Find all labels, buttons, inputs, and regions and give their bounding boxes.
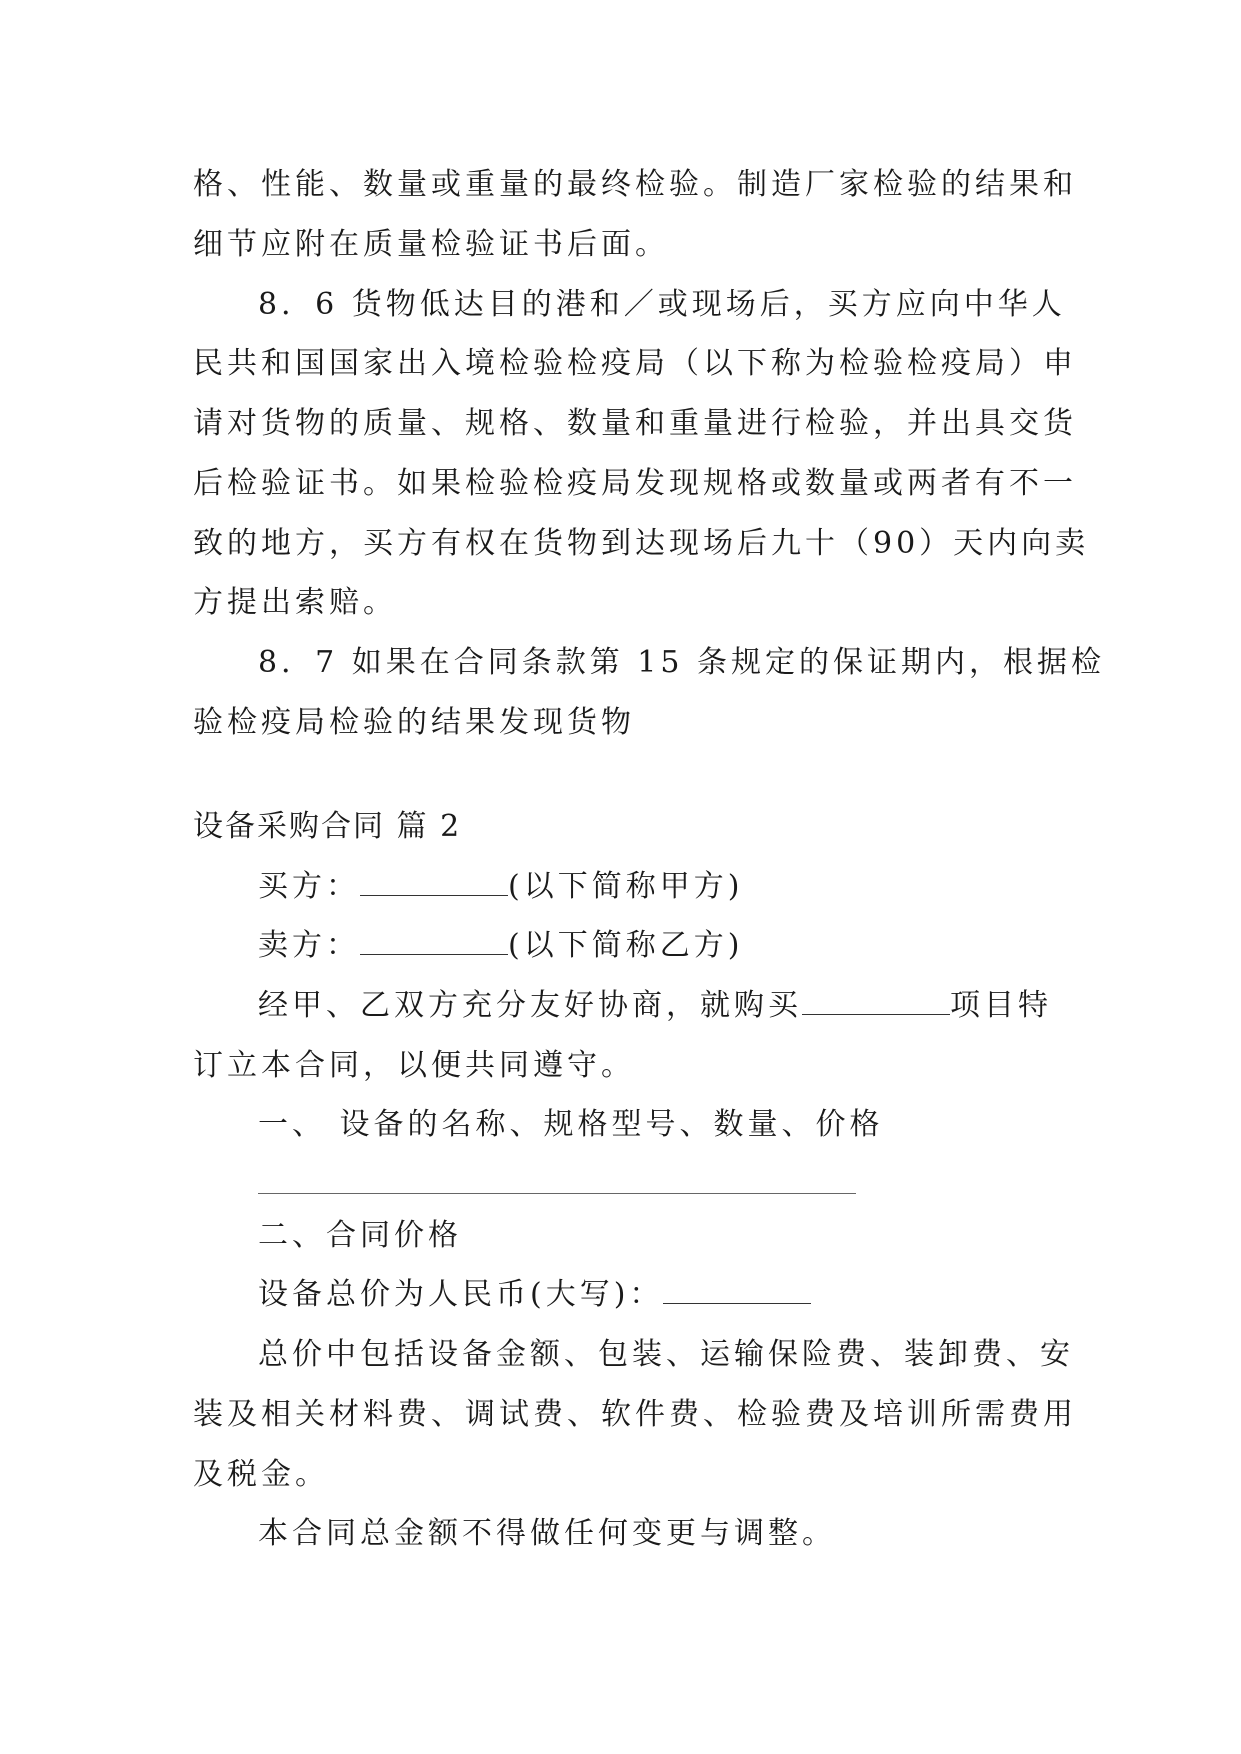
no-change-line: 本合同总金额不得做任何变更与调整。	[258, 1516, 836, 1551]
total-price-line	[258, 1275, 811, 1315]
item2-heading: 二、合同价格	[258, 1218, 462, 1253]
clause-8-6-line-4: 后检验证书。如果检验检疫局发现规格或数量或两者有不一	[193, 466, 1077, 501]
seller-line	[258, 926, 743, 966]
clause-8-6-line-6: 方提出索赔。	[193, 585, 397, 620]
buyer-blank	[360, 869, 508, 896]
total-price-label: 设备总价为人民币(大写)：	[258, 1277, 664, 1312]
buyer-label: 买方：	[258, 869, 360, 904]
intro-prefix: 经甲、乙双方充分友好协商，就购买	[258, 988, 802, 1023]
clause-8-6-line-3: 请对货物的质量、规格、数量和重量进行检验，并出具交货	[193, 406, 1077, 441]
buyer-suffix: (以下简称甲方)	[508, 869, 744, 904]
clause-8-6-line-5: 致的地方，买方有权在货物到达现场后九十（90）天内向卖	[193, 526, 1090, 561]
intro-suffix: 项目特	[950, 988, 1052, 1023]
clause-8-7-line-1: 8．7 如果在合同条款第 15 条规定的保证期内，根据检	[258, 645, 1105, 680]
price-includes-line-2: 装及相关材料费、调试费、软件费、检验费及培训所需费用	[193, 1397, 1077, 1432]
clause-8-6-line-2: 民共和国国家出入境检验检疫局（以下称为检验检疫局）申	[193, 346, 1077, 381]
price-includes-line-1: 总价中包括设备金额、包装、运输保险费、装卸费、安	[258, 1337, 1074, 1372]
buyer-line	[258, 867, 743, 907]
body-line-1: 格、性能、数量或重量的最终检验。制造厂家检验的结果和	[193, 167, 1077, 202]
intro-line-2: 订立本合同，以便共同遵守。	[193, 1048, 635, 1083]
clause-8-6-line-1: 8．6 货物低达目的港和／或现场后，买方应向中华人	[258, 287, 1066, 322]
body-line-2: 细节应附在质量检验证书后面。	[193, 227, 669, 262]
seller-blank	[360, 928, 508, 955]
item1-heading: 一、 设备的名称、规格型号、数量、价格	[258, 1107, 884, 1142]
equipment-list-rule	[258, 1193, 856, 1194]
clause-8-7-line-2: 验检疫局检验的结果发现货物	[193, 705, 635, 740]
price-includes-line-3: 及税金。	[193, 1457, 329, 1492]
project-blank	[802, 988, 950, 1015]
seller-suffix: (以下简称乙方)	[508, 928, 744, 963]
intro-line-1	[258, 986, 1052, 1026]
seller-label: 卖方：	[258, 928, 360, 963]
section-title: 设备采购合同 篇 2	[193, 809, 462, 844]
total-price-blank	[663, 1277, 811, 1304]
